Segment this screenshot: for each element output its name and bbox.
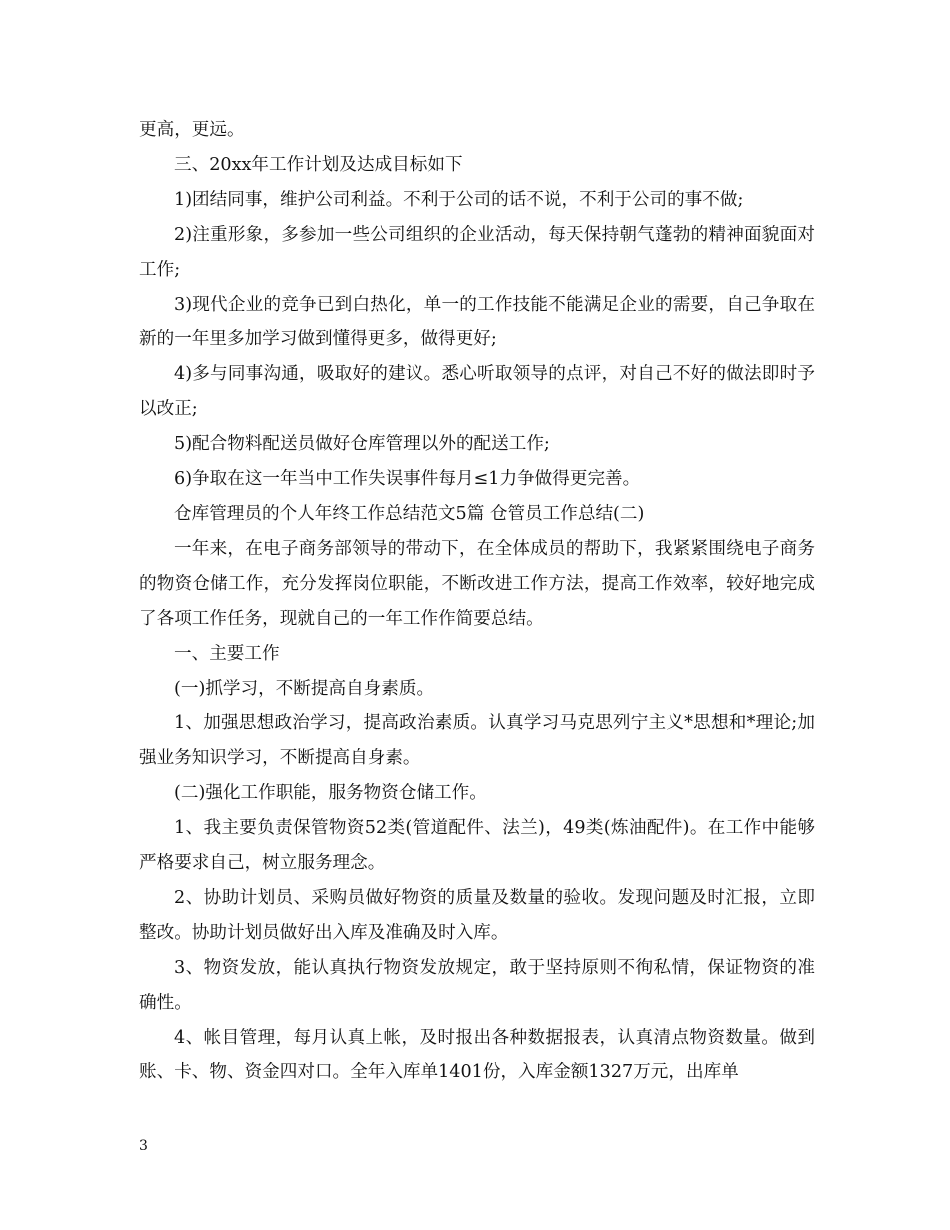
paragraph: 一年来，在电子商务部领导的带动下，在全体成员的帮助下，我紧紧围绕电子商务的物资仓储工作，充分发挥岗位职能，不断改进工作方法，提高工作效率，较好地完成了各项工作任务，现就自己的一年工作作简要总结。	[139, 538, 815, 629]
article-title: 仓库管理员的个人年终工作总结范文5篇 仓管员工作总结(二)	[174, 503, 645, 524]
list-item: 4)多与同事沟通，吸取好的建议。悉心听取领导的点评，对自己不好的做法即时予以改正;	[139, 364, 815, 420]
list-item: 3)现代企业的竞争已到白热化，单一的工作技能不能满足企业的需要，自己争取在新的一年里多加学习做到懂得更多，做得更好;	[139, 294, 815, 350]
subsection-heading: (一)抓学习，不断提高自身素质。	[174, 678, 435, 699]
paragraph: 更高，更远。	[139, 120, 245, 140]
paragraph: 2、协助计划员、采购员做好物资的质量及数量的验收。发现问题及时汇报，立即整改。协助计划员做好出入库及准确及时入库。	[139, 887, 815, 943]
paragraph: 1、我主要负责保管物资52类(管道配件、法兰)，49类(炼油配件)。在工作中能够严格要求自己，树立服务理念。	[139, 818, 815, 874]
paragraph: 1、加强思想政治学习，提高政治素质。认真学习马克思列宁主义*思想和*理论;加强业务知识学习，不断提高自身素。	[139, 713, 815, 769]
section-heading: 一、主要工作	[174, 643, 280, 664]
subsection-heading: (二)强化工作职能，服务物资仓储工作。	[174, 783, 487, 804]
list-item: 1)团结同事，维护公司利益。不利于公司的话不说，不利于公司的事不做;	[174, 189, 744, 210]
page-number: 3	[139, 1138, 148, 1154]
section-heading: 三、20xx年工作计划及达成目标如下	[174, 154, 463, 175]
paragraph: 4、帐目管理，每月认真上帐，及时报出各种数据报表，认真清点物资数量。做到账、卡、物、资金四对口。全年入库单1401份，入库金额1327万元，出库单	[139, 1027, 815, 1083]
document-body	[139, 113, 815, 1090]
list-item: 2)注重形象，多参加一些公司组织的企业活动，每天保持朝气蓬勃的精神面貌面对工作;	[139, 224, 815, 280]
list-item: 6)争取在这一年当中工作失误事件每月≤1力争做得更完善。	[174, 469, 641, 490]
list-item: 5)配合物料配送员做好仓库管理以外的配送工作;	[174, 434, 550, 455]
paragraph: 3、物资发放，能认真执行物资发放规定，敢于坚持原则不徇私情，保证物资的准确性。	[139, 957, 815, 1013]
